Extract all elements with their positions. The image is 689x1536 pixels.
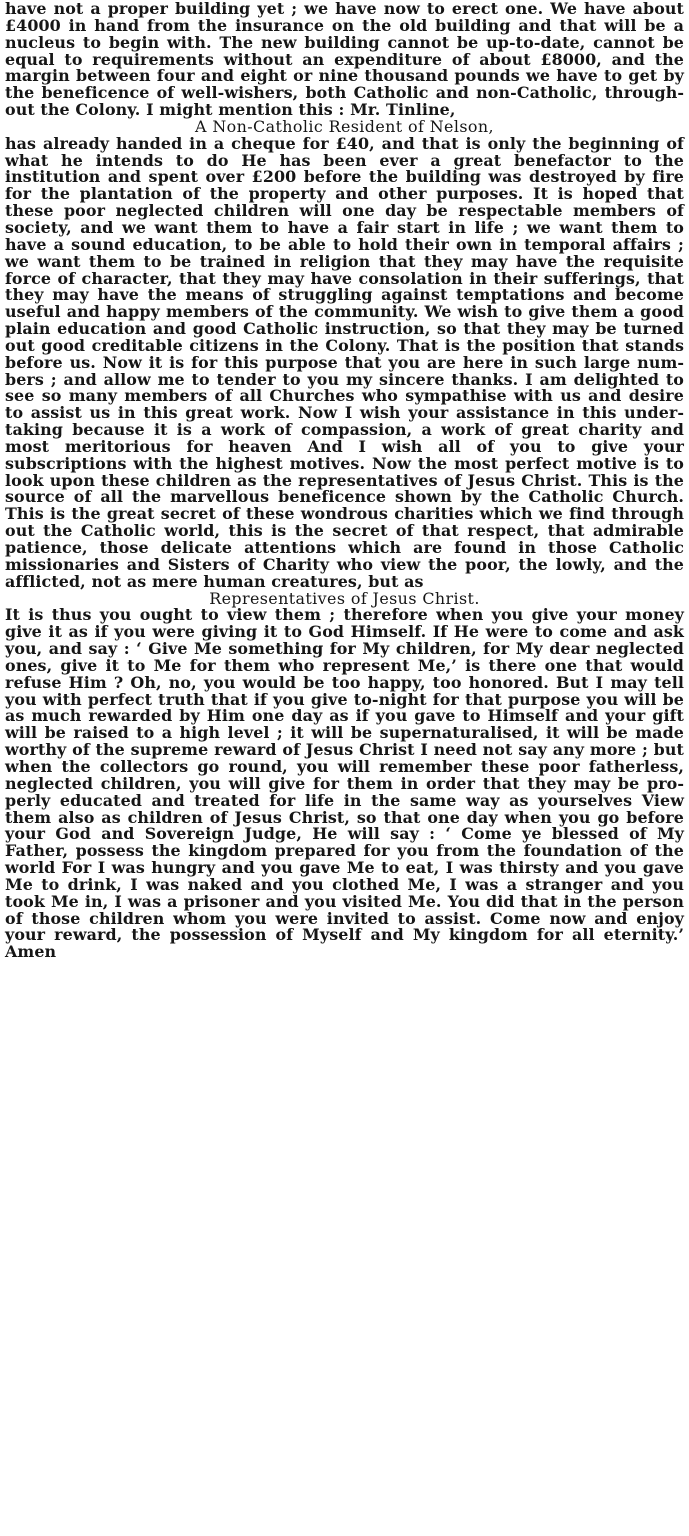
subheading-non-catholic-resident: A Non-Catholic Resident of Nelson, [195, 116, 494, 136]
subheading-representatives: Representatives of Jesus Christ. [209, 588, 480, 608]
paragraph-building-fund: have not a proper building yet ; we have now to erect one. We have about £4000 in hand from the insurance on the old building and that will be a nucleus to begin with. The new building cannot be up-to-date, cannot be equal to requirements without an expenditure of about £8000, and the margin between four and eight or nine thousand pounds we have to get by the beneficence of well-wishers, both Catholic and non-Catholic, throughout the Colony. I might mention this : Mr. Tinline, [5, 0, 684, 120]
paragraph-closing-exhortation: It is thus you ought to view them ; therefore when you give your money give it as if you were giving it to God Himself. If He were to come and ask you, and say : ‘ Give Me something for My children, for My dear neglected ones, give it to Me for them who represent Me,’ is there one that would refuse Him ? Oh, no, you would be too happy, too honored. But I may tell you with perfect truth that if you give to-night for that purpose you will be as much rewarded by Him one day as if you gave to Himself and your gift will be raised to a high level ; it will be supernaturalised, it will be made worthy of the supreme reward of Jesus Christ I need not say any more ; but when the collectors go round, you will remember these poor fatherless, neglected children, you will give for them in order that they may be properly educated and treated for life in the same way as yourselves View them also as children of Jesus Christ, so that one day when you go before your God and Sovereign Judge, He will say : ‘ Come ye blessed of My Father, possess the kingdom prepared for you from the foundation of the world For I was hungry and you gave Me to eat, I was thirsty and you gave Me to drink, I was naked and you clothed Me, I was a stranger and you took Me in, I was a prisoner and you visited Me. You did that in the person of those children whom you were invited to assist. Come now and enjoy your reward, the possession of Myself and My kingdom for all eternity.’ Amen [5, 605, 684, 962]
paragraph-charity-appeal: has already handed in a cheque for £40, and that is only the beginning of what he intends to do He has been ever a great benefactor to the institution and spent over £200 before the building was destroyed by fire for the plantation of the property and other purposes. It is hoped that these poor neglected children will one day be respectable members of society, and we want them to have a fair start in life ; we want them to have a sound education, to be able to hold their own in temporal affairs ; we want them to be trained in religion that they may have the requisite force of character, that they may have consolation in their sufferings, that they may have the means of struggling against temptations and become useful and happy members of the community. We wish to give them a good plain education and good Catholic instruction, so that they may be turned out good creditable citizens in the Colony. That is the position that stands before us. Now it is for this purpose that you are here in such large numbers ; and allow me to tender to you my sincere thanks. I am delighted to see so many members of all Churches who sympathise with us and desire to assist us in this great work. Now I wish your assistance in this undertaking because it is a work of compassion, a work of great charity and most meritorious for heaven And I wish all of you to give your subscriptions with the highest motives. Now the most perfect motive is to look upon these children as the representatives of Jesus Christ. This is the source of all the marvellous beneficence shown by the Catholic Church. This is the great secret of these wondrous charities which we find through out the Catholic world, this is the secret of that respect, that admirable patience, those delicate attentions which are found in those Catholic missionaries and Sisters of Charity who view the poor, the lowly, and the afflicted, not as mere human creatures, but as [5, 133, 684, 591]
article-column [5, 1, 684, 961]
